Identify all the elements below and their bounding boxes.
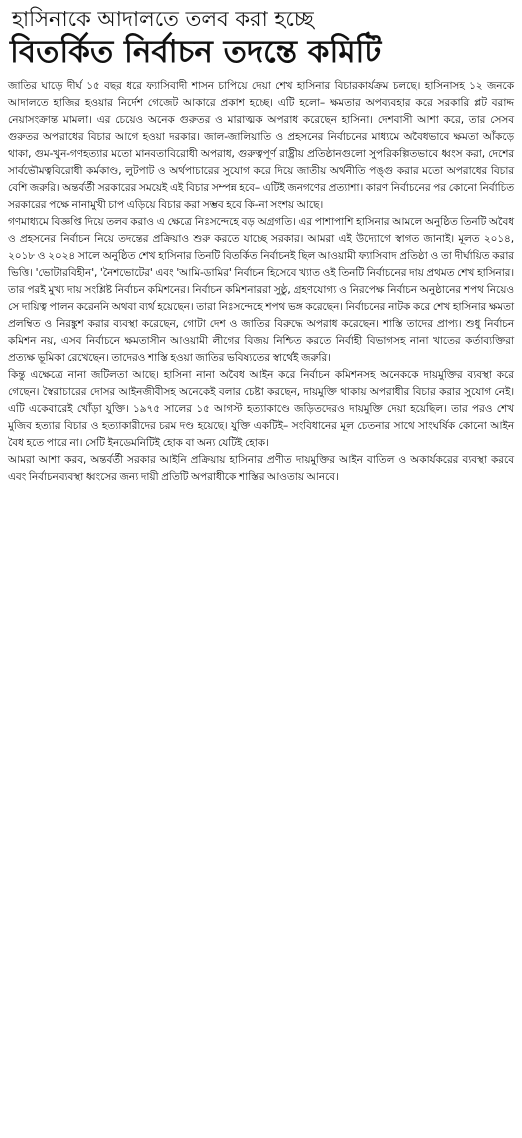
article-paragraph-1: জাতির ঘাড়ে দীর্ঘ ১৫ বছর ধরে ফ্যাসিবাদী শাসন চাপিয়ে দেয়া শেখ হাসিনার বিচারকার্যক্রম চলছে। হাসিনাসহ ১২ জনকে আদালতে হাজির হওয়ার নির্দেশ গেজেট আকারে প্রকাশ হচ্ছে। এটি হলো– ক্ষমতার অপব্যবহার করে সরকারি প্লট বরাদ্দ নেয়াসংক্রান্ত মামলা। এর চেয়েও অনেক গুরুতর ও মারাত্মক অপরাধ করেছেন হাসিনা। দেশবাসী আশা করে, তার সেসব গুরুতর অপরাধের বিচার আগে হওয়া দরকার। জাল-জালিয়াতি ও প্রহসনের নির্বাচনের মাধ্যমে অবৈধভাবে ক্ষমতা আঁকড়ে থাকা, গুম-খুন-গণহত্যার মতো মানবতাবিরোধী অপরাধ, গুরুত্বপূর্ণ রাষ্ট্রীয় প্রতিষ্ঠানগুলো সুপরিকল্পিতভাবে ধ্বংস করা, দেশের সার্বভৌমত্ববিরোধী কর্মকাণ্ড, লুটপাট ও অর্থপাচারের সুযোগ করে দিয়ে জাতীয় অর্থনীতি পঙ্গু করার মতো অপরাধের বিচার বেশি জরুরি। অন্তর্বর্তী সরকারের সময়েই এই বিচার সম্পন্ন হবে– এটিই জনগণের প্রত্যাশা। কারণ নির্বাচনের পর কোনো নির্বাচিত সরকারের পক্ষে নানামুখী চাপ এড়িয়ে বিচার করা সম্ভব হবে কি-না সংশয় আছে। xyxy=(8,80,514,211)
article-headline: বিতর্কিত নির্বাচন তদন্তে কমিটি xyxy=(10,34,382,70)
article-paragraph-2: গণমাধ্যমে বিজ্ঞপ্তি দিয়ে তলব করাও এ ক্ষেত্রে নিঃসন্দেহে বড় অগ্রগতি। এর পাশাপাশি হাসিনার আমলে অনুষ্ঠিত তিনটি অবৈধ ও প্রহসনের নির্বাচন নিয়ে তদন্তের প্রক্রিয়াও শুরু করতে যাচ্ছে সরকার। আমরা এই উদ্যোগে স্বাগত জানাই। মূলত ২০১৪, ২০১৮ ও ২০২৪ সালে অনুষ্ঠিত শেখ হাসিনার তিনটি বিতর্কিত নির্বাচনই ছিল আওয়ামী ফ্যাসিবাদ প্রতিষ্ঠা ও তা দীর্ঘায়িত করার ভিত্তি। 'ভোটারবিহীন', 'নৈশভোটের' এবং 'আমি-ডামির' নির্বাচন হিসেবে খ্যাত ওই তিনটি নির্বাচনের দায় প্রথমত শেখ হাসিনার। তার পরই মুখ্য দায় সংশ্লিষ্ট নির্বাচন কমিশনের। নির্বাচন কমিশনাররা সুষ্ঠু, গ্রহণযোগ্য ও নিরপেক্ষ নির্বাচন অনুষ্ঠানের শপথ নিয়েও সে দায়িত্ব পালন করেননি অথবা ব্যর্থ হয়েছেন। তারা নিঃসন্দেহে শপথ ভঙ্গ করেছেন। নির্বাচনের নাটক করে শেখ হাসিনার ক্ষমতা প্রলম্বিত ও নিরঙ্কুশ করার ব্যবস্থা করেছেন, গোটা দেশ ও জাতির বিরুদ্ধে অপরাধ করেছেন। শাস্তি তাদের প্রাপ্য। শুধু নির্বাচন কমিশন নয়, এসব নির্বাচনে ক্ষমতাসীন আওয়ামী লীগের বিজয় নিশ্চিত করতে নির্বাহী বিভাগসহ নানা খাতের কর্তাব্যক্তিরা প্রত্যক্ষ ভূমিকা রেখেছেন। তাদেরও শাস্তি হওয়া জাতির ভবিষ্যতের স্বার্থেই জরুরি। xyxy=(8,216,514,364)
article-paragraph-3: কিন্তু এক্ষেত্রে নানা জটিলতা আছে। হাসিনা নানা অবৈধ আইন করে নির্বাচন কমিশনসহ অনেককে দায়মুক্তির ব্যবস্থা করে গেছেন। স্বৈরাচারের দোসর আইনজীবীসহ অনেকেই বলার চেষ্টা করছেন, দায়মুক্তি থাকায় অপরাধীর বিচার করার সুযোগ নেই। এটি একেবারেই খোঁড়া যুক্তি। ১৯৭৫ সালের ১৫ আগস্ট হত্যাকাণ্ডে জড়িতদেরও দায়মুক্তি দেয়া হয়েছিল। তার পরও শেখ মুজিব হত্যার বিচার ও হত্যাকারীদের চরম দণ্ড হয়েছে। যুক্তি একটিই– সংবিধানের মূল চেতনার সাথে সাংঘর্ষিক কোনো আইন বৈধ হতে পারে না। সেটি ইনডেমনিটিই হোক বা অন্য যেটিই হোক। xyxy=(8,369,514,449)
article-kicker: হাসিনাকে আদালতে তলব করা হচ্ছে xyxy=(12,7,314,31)
article-paragraph-4: আমরা আশা করব, অন্তর্বর্তী সরকার আইনি প্রক্রিয়ায় হাসিনার প্রণীত দায়মুক্তির আইন বাতিল ও অকার্যকরের ব্যবস্থা করবে এবং নির্বাচনব্যবস্থা ধ্বংসের জন্য দায়ী প্রতিটি অপরাধীকে শাস্তির আওতায় আনবে। xyxy=(8,454,514,483)
